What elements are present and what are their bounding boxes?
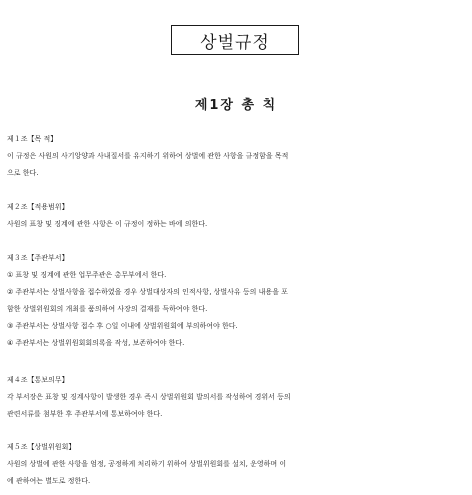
article-heading: 제３조【주관부서】 — [7, 254, 69, 262]
article-text-line: 사원의 표창 및 징계에 관한 사항은 이 규정이 정하는 바에 의한다. — [7, 220, 208, 228]
article-5 — [7, 439, 467, 490]
article-text-line: 각 부서장은 표창 및 징계사항이 발생한 경우 즉시 상벌위원회 발의서를 작성하여 경위서 등의 — [7, 393, 291, 401]
article-text-line: 으로 한다. — [7, 169, 39, 177]
document-title: 상벌규정 — [171, 25, 299, 55]
article-heading: 제２조【적용범위】 — [7, 203, 69, 211]
article-text-line: ① 표창 및 징계에 관한 업무주관은 총무부에서 한다. — [7, 271, 167, 279]
article-1 — [7, 131, 467, 182]
article-text-line: ③ 주관부서는 상벌사항 접수 후 ○일 이내에 상벌위원회에 부의하여야 한다. — [7, 322, 238, 330]
article-text-line: 함한 상벌위원회의 개최를 품의하여 사장의 결재를 득하여야 한다. — [7, 305, 208, 313]
article-4 — [7, 372, 467, 423]
chapter-heading: 제1장 총 칙 — [194, 98, 278, 113]
article-text-line: 에 관하여는 별도로 정한다. — [7, 477, 91, 485]
article-text-line: 관련서류를 첨부한 후 주관부서에 통보하여야 한다. — [7, 410, 163, 418]
article-text-line: ④ 주관부서는 상벌위원회회의록을 작성, 보존하여야 한다. — [7, 339, 185, 347]
article-text-line: ② 주관부서는 상벌사항을 접수하였을 경우 상벌대상자의 인적사항, 상벌사유 등의 내용을 포 — [7, 288, 288, 296]
article-heading: 제１조【목 적】 — [7, 135, 58, 143]
article-heading: 제４조【통보의무】 — [7, 376, 69, 384]
article-text-line: 이 규정은 사원의 사기앙양과 사내질서를 유지하기 위하여 상벌에 관한 사항을 규정함을 목적 — [7, 152, 289, 160]
article-text-line: 사원의 상벌에 관한 사항을 엄정, 공정하게 처리하기 위하여 상벌위원회를 설치, 운영하며 이 — [7, 460, 287, 468]
article-2 — [7, 199, 467, 233]
article-heading: 제５조【상벌위원회】 — [7, 443, 76, 451]
article-3 — [7, 250, 467, 352]
